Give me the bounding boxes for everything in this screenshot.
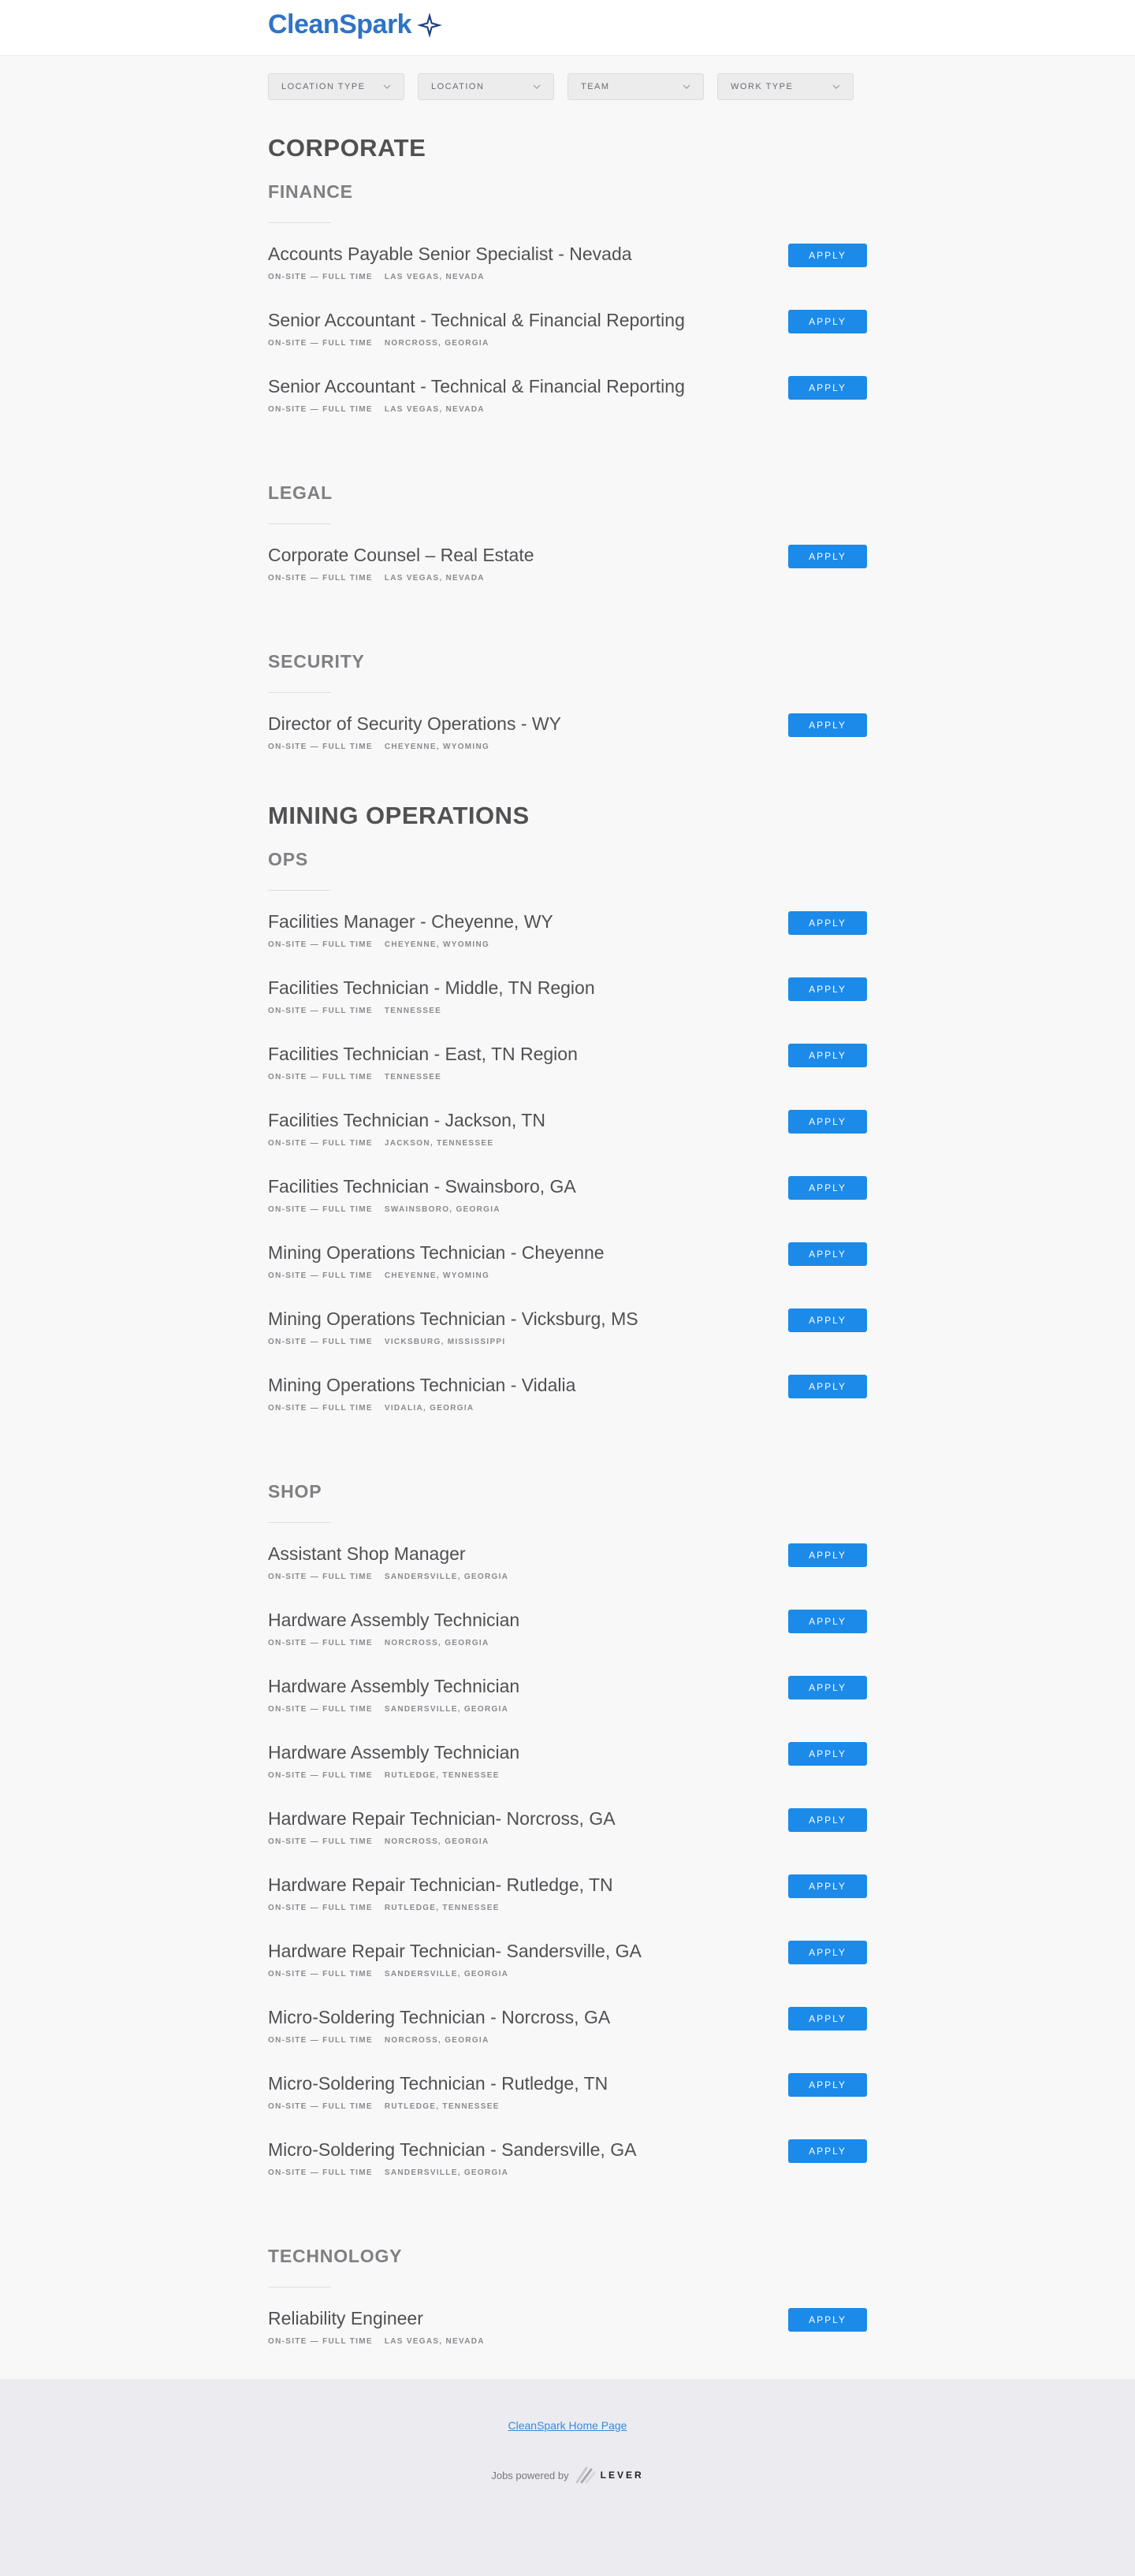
job-posting — [268, 1941, 867, 2007]
department-title: MINING OPERATIONS — [268, 802, 530, 829]
job-commitment: ON-SITE — FULL TIME — [268, 1837, 373, 1846]
team-section — [268, 482, 867, 611]
job-posting — [268, 376, 867, 442]
job-posting — [268, 1543, 867, 1610]
filter-label: TEAM — [581, 82, 610, 91]
job-categories — [268, 339, 867, 348]
job-commitment: ON-SITE — FULL TIME — [268, 1338, 373, 1346]
job-location: NORCROSS, GEORGIA — [384, 339, 489, 348]
job-location: LAS VEGAS, NEVADA — [384, 273, 485, 281]
job-title-link[interactable]: Reliability Engineer — [268, 2308, 423, 2328]
job-posting — [268, 1308, 867, 1375]
lever-wordmark: LEVER — [600, 2470, 644, 2481]
star-icon — [416, 12, 443, 39]
job-title-link[interactable]: Senior Accountant - Technical & Financial Reporting — [268, 376, 685, 396]
job-categories — [268, 1639, 867, 1647]
job-title-link[interactable]: Accounts Payable Senior Specialist - Nevada — [268, 244, 632, 264]
job-commitment: ON-SITE — FULL TIME — [268, 1271, 373, 1280]
department-section — [268, 802, 867, 2374]
apply-button[interactable]: APPLY — [788, 1742, 867, 1766]
job-title-link[interactable]: Mining Operations Technician - Vidalia — [268, 1375, 576, 1395]
team-divider — [268, 890, 331, 891]
chevron-down-icon — [533, 84, 541, 89]
job-title-link[interactable]: Hardware Repair Technician- Sandersville, GA — [268, 1941, 642, 1961]
apply-button[interactable]: APPLY — [788, 1808, 867, 1832]
apply-button[interactable]: APPLY — [788, 1110, 867, 1134]
powered-by — [0, 2466, 1135, 2484]
department-title: CORPORATE — [268, 134, 426, 162]
job-location: SANDERSVILLE, GEORGIA — [384, 1705, 509, 1714]
site-footer — [0, 2379, 1135, 2576]
job-posting — [268, 1808, 867, 1874]
job-title-link[interactable]: Senior Accountant - Technical & Financial Reporting — [268, 310, 685, 330]
filter-label: WORK TYPE — [731, 82, 794, 91]
apply-button[interactable]: APPLY — [788, 376, 867, 400]
job-posting — [268, 545, 867, 611]
job-posting — [268, 1110, 867, 1176]
job-categories — [268, 1404, 867, 1413]
team-divider — [268, 1522, 331, 1523]
job-title-link[interactable]: Corporate Counsel – Real Estate — [268, 545, 534, 565]
job-location: NORCROSS, GEORGIA — [384, 1639, 489, 1647]
job-title-link[interactable]: Facilities Technician - East, TN Region — [268, 1044, 578, 1064]
job-commitment: ON-SITE — FULL TIME — [268, 2102, 373, 2111]
job-commitment: ON-SITE — FULL TIME — [268, 1404, 373, 1413]
team-section — [268, 181, 867, 442]
job-title-link[interactable]: Facilities Technician - Jackson, TN — [268, 1110, 545, 1130]
job-commitment: ON-SITE — FULL TIME — [268, 2168, 373, 2177]
job-location: CHEYENNE, WYOMING — [384, 940, 490, 949]
apply-button[interactable]: APPLY — [788, 2308, 867, 2332]
job-posting — [268, 1242, 867, 1308]
job-location: TENNESSEE — [384, 1073, 442, 1081]
powered-by-text: Jobs powered by — [491, 2469, 569, 2481]
job-categories — [268, 1271, 867, 1280]
job-location: LAS VEGAS, NEVADA — [384, 2337, 485, 2346]
job-posting — [268, 1742, 867, 1808]
team-title: OPS — [268, 849, 308, 869]
job-location: VICKSBURG, MISSISSIPPI — [384, 1338, 506, 1346]
team-title: LEGAL — [268, 482, 333, 503]
job-location: RUTLEDGE, TENNESSEE — [384, 1771, 500, 1780]
job-categories — [268, 405, 867, 414]
job-commitment: ON-SITE — FULL TIME — [268, 1139, 373, 1148]
team-divider — [268, 222, 331, 223]
job-commitment: ON-SITE — FULL TIME — [268, 1073, 373, 1081]
job-title-link[interactable]: Hardware Assembly Technician — [268, 1610, 520, 1630]
apply-button[interactable]: APPLY — [788, 310, 867, 333]
job-posting — [268, 310, 867, 376]
job-location: JACKSON, TENNESSEE — [384, 1139, 494, 1148]
job-commitment: ON-SITE — FULL TIME — [268, 2036, 373, 2045]
job-title-link[interactable]: Facilities Manager - Cheyenne, WY — [268, 911, 553, 932]
job-posting — [268, 1044, 867, 1110]
job-posting — [268, 977, 867, 1044]
job-commitment: ON-SITE — FULL TIME — [268, 1205, 373, 1214]
apply-button[interactable]: APPLY — [788, 1610, 867, 1633]
job-categories — [268, 2036, 867, 2045]
job-location: SWAINSBORO, GEORGIA — [384, 1205, 501, 1214]
apply-button[interactable]: APPLY — [788, 1044, 867, 1067]
job-title-link[interactable]: Micro-Soldering Technician - Sandersville, GA — [268, 2139, 637, 2160]
apply-button[interactable]: APPLY — [788, 545, 867, 568]
team-title: SHOP — [268, 1481, 322, 1502]
job-commitment: ON-SITE — FULL TIME — [268, 574, 373, 583]
apply-button[interactable]: APPLY — [788, 713, 867, 737]
job-title-link[interactable]: Facilities Technician - Middle, TN Region — [268, 977, 595, 998]
job-categories — [268, 1007, 867, 1015]
filter-work-type[interactable] — [717, 73, 854, 100]
job-commitment: ON-SITE — FULL TIME — [268, 339, 373, 348]
job-location: SANDERSVILLE, GEORGIA — [384, 1573, 509, 1581]
filter-location-type[interactable] — [268, 73, 404, 100]
job-categories — [268, 574, 867, 583]
job-posting — [268, 2073, 867, 2139]
job-categories — [268, 1904, 867, 1912]
team-title: FINANCE — [268, 181, 353, 202]
job-commitment: ON-SITE — FULL TIME — [268, 743, 373, 751]
site-header — [0, 0, 1135, 56]
job-location: VIDALIA, GEORGIA — [384, 1404, 474, 1413]
job-categories — [268, 1970, 867, 1979]
job-location: CHEYENNE, WYOMING — [384, 1271, 490, 1280]
team-title: TECHNOLOGY — [268, 2246, 403, 2266]
job-commitment: ON-SITE — FULL TIME — [268, 1771, 373, 1780]
job-posting — [268, 2007, 867, 2073]
job-title-link[interactable]: Hardware Repair Technician- Rutledge, TN — [268, 1874, 613, 1895]
postings-list — [268, 134, 867, 2374]
job-commitment: ON-SITE — FULL TIME — [268, 405, 373, 414]
job-title-link[interactable]: Hardware Assembly Technician — [268, 1742, 520, 1763]
apply-button[interactable]: APPLY — [788, 1308, 867, 1332]
job-commitment: ON-SITE — FULL TIME — [268, 1705, 373, 1714]
apply-button[interactable]: APPLY — [788, 244, 867, 267]
job-commitment: ON-SITE — FULL TIME — [268, 273, 373, 281]
job-categories — [268, 2102, 867, 2111]
filter-location[interactable] — [418, 73, 554, 100]
filter-team[interactable] — [568, 73, 704, 100]
job-title-link[interactable]: Hardware Repair Technician- Norcross, GA — [268, 1808, 616, 1829]
filter-label: LOCATION TYPE — [281, 82, 366, 91]
job-commitment: ON-SITE — FULL TIME — [268, 1573, 373, 1581]
job-posting — [268, 911, 867, 977]
job-title-link[interactable]: Mining Operations Technician - Cheyenne — [268, 1242, 605, 1263]
job-categories — [268, 1573, 867, 1581]
job-posting — [268, 1610, 867, 1676]
job-categories — [268, 1771, 867, 1780]
logo-wordmark: CleanSpark — [268, 9, 412, 39]
job-location: CHEYENNE, WYOMING — [384, 743, 490, 751]
job-title-link[interactable]: Mining Operations Technician - Vicksburg, MS — [268, 1308, 638, 1329]
job-title-link[interactable]: Micro-Soldering Technician - Rutledge, TN — [268, 2073, 608, 2094]
lever-mark-icon — [575, 2466, 596, 2484]
job-categories — [268, 1205, 867, 1214]
job-categories — [268, 1338, 867, 1346]
job-title-link[interactable]: Director of Security Operations - WY — [268, 713, 561, 734]
job-commitment: ON-SITE — FULL TIME — [268, 1007, 373, 1015]
job-posting — [268, 713, 867, 780]
job-location: SANDERSVILLE, GEORGIA — [384, 2168, 509, 2177]
job-title-link[interactable]: Facilities Technician - Swainsboro, GA — [268, 1176, 576, 1197]
team-divider — [268, 523, 331, 524]
job-location: RUTLEDGE, TENNESSEE — [384, 2102, 500, 2111]
job-posting — [268, 244, 867, 310]
filter-bar — [268, 56, 867, 100]
apply-button[interactable]: APPLY — [788, 911, 867, 935]
job-title-link[interactable]: Assistant Shop Manager — [268, 1543, 466, 1564]
apply-button[interactable]: APPLY — [788, 977, 867, 1001]
job-commitment: ON-SITE — FULL TIME — [268, 1904, 373, 1912]
team-divider — [268, 692, 331, 693]
job-posting — [268, 1874, 867, 1941]
apply-button[interactable]: APPLY — [788, 1543, 867, 1567]
job-title-link[interactable]: Hardware Assembly Technician — [268, 1676, 520, 1696]
job-categories — [268, 1837, 867, 1846]
team-section — [268, 2246, 867, 2374]
team-section — [268, 651, 867, 780]
lever-logo[interactable] — [575, 2466, 644, 2484]
job-location: SANDERSVILLE, GEORGIA — [384, 1970, 509, 1979]
filter-label: LOCATION — [431, 82, 485, 91]
chevron-down-icon — [683, 84, 690, 89]
job-categories — [268, 2168, 867, 2177]
job-commitment: ON-SITE — FULL TIME — [268, 940, 373, 949]
job-posting — [268, 2308, 867, 2374]
job-categories — [268, 1139, 867, 1148]
job-commitment: ON-SITE — FULL TIME — [268, 1970, 373, 1979]
apply-button[interactable]: APPLY — [788, 1375, 867, 1398]
department-section — [268, 134, 867, 780]
apply-button[interactable]: APPLY — [788, 2007, 867, 2031]
job-location: TENNESSEE — [384, 1007, 442, 1015]
job-posting — [268, 1176, 867, 1242]
job-location: LAS VEGAS, NEVADA — [384, 405, 485, 414]
job-location: LAS VEGAS, NEVADA — [384, 574, 485, 583]
chevron-down-icon — [832, 84, 840, 89]
home-page-link[interactable]: CleanSpark Home Page — [508, 2419, 627, 2432]
apply-button[interactable]: APPLY — [788, 1242, 867, 1266]
job-location: NORCROSS, GEORGIA — [384, 1837, 489, 1846]
job-location: NORCROSS, GEORGIA — [384, 2036, 489, 2045]
apply-button[interactable]: APPLY — [788, 1176, 867, 1200]
job-posting — [268, 2139, 867, 2206]
team-section — [268, 1481, 867, 2206]
team-divider — [268, 2287, 331, 2288]
team-title: SECURITY — [268, 651, 365, 672]
job-posting — [268, 1375, 867, 1441]
apply-button[interactable]: APPLY — [788, 1941, 867, 1964]
job-categories — [268, 1073, 867, 1081]
job-categories — [268, 940, 867, 949]
job-posting — [268, 1676, 867, 1742]
apply-button[interactable]: APPLY — [788, 2139, 867, 2163]
job-commitment: ON-SITE — FULL TIME — [268, 2337, 373, 2346]
job-categories — [268, 743, 867, 751]
main-content — [268, 56, 867, 2374]
job-categories — [268, 273, 867, 281]
job-categories — [268, 2337, 867, 2346]
job-location: RUTLEDGE, TENNESSEE — [384, 1904, 500, 1912]
apply-button[interactable]: APPLY — [788, 1676, 867, 1699]
chevron-down-icon — [383, 84, 391, 89]
cleanspark-logo[interactable] — [268, 9, 443, 40]
job-categories — [268, 1705, 867, 1714]
apply-button[interactable]: APPLY — [788, 1874, 867, 1898]
job-commitment: ON-SITE — FULL TIME — [268, 1639, 373, 1647]
job-title-link[interactable]: Micro-Soldering Technician - Norcross, GA — [268, 2007, 611, 2027]
team-section — [268, 849, 867, 1441]
apply-button[interactable]: APPLY — [788, 2073, 867, 2097]
